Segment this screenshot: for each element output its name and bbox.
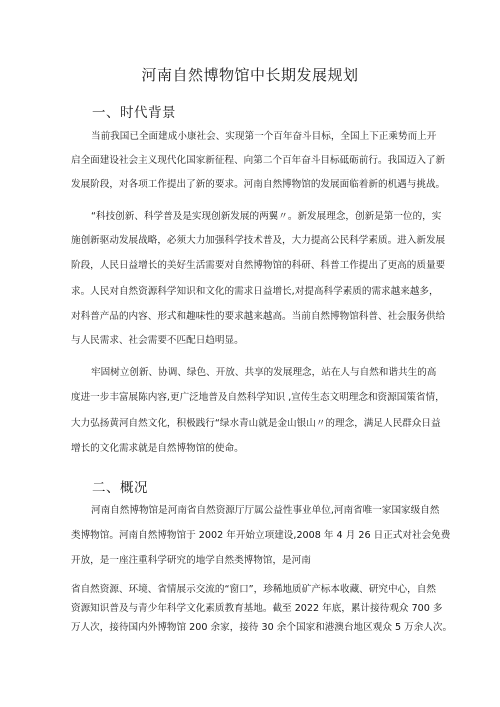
- paragraph-line: 河南自然博物馆是河南省自然资源厅厅属公益性事业单位,河南省唯一家国家级自然: [91, 505, 440, 516]
- paragraph-line: 大力弘扬黄河自然文化，积极践行“绿水青山就是金山银山〃的理念，满足人民群众日益: [71, 418, 441, 429]
- paragraph-line: 资源知识普及与青少年科学文化素质教育基地。截至 2022 年底，累计接待观众 700 多: [71, 603, 443, 614]
- section-heading-background: 一、时代背景: [92, 105, 176, 121]
- document-title: 河南自然博物馆中长期发展规划: [141, 66, 359, 84]
- section-heading-overview: 二、概况: [92, 480, 148, 496]
- paragraph-line: 增长的文化需求就是自然博物馆的使命。: [71, 443, 244, 454]
- paragraph-line: 求。人民对自然资源科学知识和文化的需求日益增长,对提高科学素质的需求越来越多，: [71, 286, 439, 297]
- paragraph-line: 阶段，人民日益增长的美好生活需要对自然博物馆的科研、科普工作提出了更高的质量要: [71, 260, 446, 271]
- paragraph-line: 对科普产品的内容、形式和趣味性的要求越来越高。当前自然博物馆科普、社会服务供给: [71, 311, 446, 322]
- paragraph-line: 施创新驱动发展战略，必须大力加强科学技术普及，大力提高公民科学素质。进入新发展: [71, 235, 446, 246]
- paragraph-line: 启全面建设社会主义现代化国家新征程、向第二个百年奋斗目标砥砺前行。我国迈入了新: [71, 155, 446, 166]
- paragraph-line: 当前我国已全面建成小康社会、实现第一个百年奋斗目标，全国上下正乘势而上开: [91, 131, 437, 142]
- paragraph-line: “科技创新、科学普及是实现创新发展的两翼〃。新发展理念，创新是第一位的，实: [91, 211, 442, 222]
- paragraph-line: 度进一步丰富展陈内容,更广泛地普及自然科学知识 ,宣传生态文明理念和资源国策省情，: [71, 392, 445, 403]
- paragraph-line: 开放，是一座注重科学研究的地学自然类博物馆，是河南: [71, 555, 311, 566]
- paragraph-line: 发展阶段，对各项工作提出了新的要求。河南自然博物馆的发展面临着新的机遇与挑战。: [71, 179, 446, 190]
- paragraph-line: 万人次，接待国内外博物馆 200 余家，接待 30 余个国家和港澳台地区观众 5 万余人次。: [71, 622, 453, 633]
- paragraph-line: 与人民需求、社会需要不匹配日趋明显。: [71, 335, 244, 346]
- paragraph-line: 省自然资源、环境、省情展示交流的“窗口”，珍稀地质矿产标本收藏、研究中心，自然: [71, 584, 436, 595]
- paragraph-line: 牢固树立创新、协调、绿色、开放、共享的发展理念，站在人与自然和谐共生的高: [91, 367, 437, 378]
- paragraph-line: 类博物馆。河南自然博物馆于 2002 年开始立项建设,2008 年 4 月 26 日正式对社会免费: [71, 530, 451, 541]
